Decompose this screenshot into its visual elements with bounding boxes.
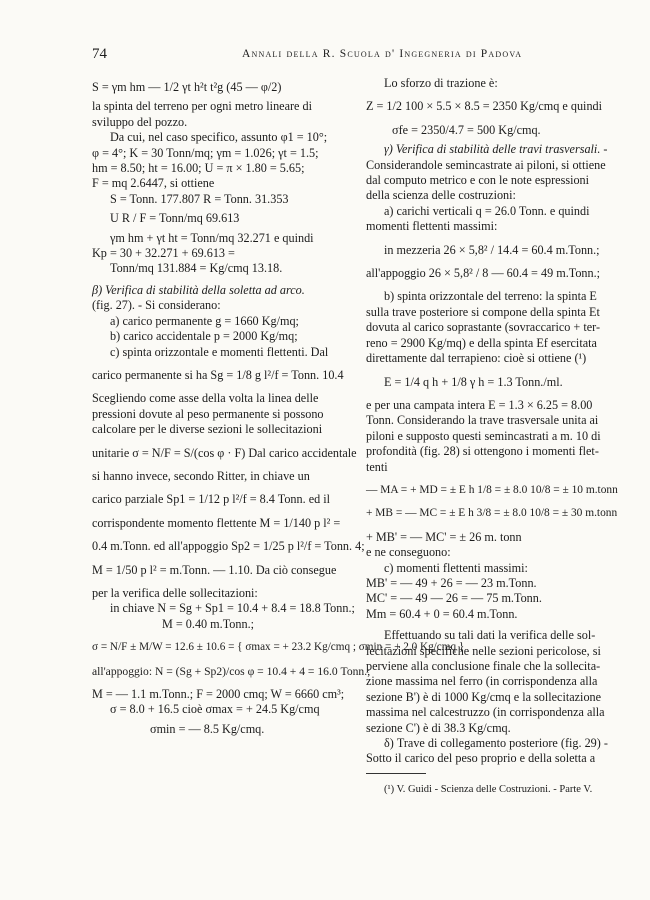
formula-sg: carico permanente si ha Sg = 1/8 g l²/f = Tonn. 10.4 xyxy=(92,367,344,382)
text-line: direttamente dal terrapieno: cioè si ottiene (¹) xyxy=(366,351,587,366)
text-line: tenti xyxy=(366,459,388,474)
text-line: Tonn/mq 131.884 = Kg/cmq 13.18. xyxy=(110,261,283,276)
formula-appoggio: all'appoggio 26 × 5,8² / 8 — 60.4 = 49 m.Tonn.; xyxy=(366,266,601,281)
formula-m: M = 1/50 p l² = m.Tonn. — 1.10. Da ciò consegue xyxy=(92,562,337,577)
formula-mb: + MB = — MC = ± E h 3/8 = ± 8.0 10/8 = ± 30 m.tonn xyxy=(366,507,618,520)
formula-mb-prime: + MB' = — MC' = ± 26 m. tonn xyxy=(366,529,522,544)
text-line: della scienza delle costruzioni: xyxy=(366,188,516,203)
text-line: hm = 8.50; ht = 16.00; U = π × 1.80 = 5.65; xyxy=(92,161,305,176)
footnote: (¹) V. Guidi - Scienza delle Costruzioni. - Parte V. xyxy=(384,783,593,795)
formula-sp1: carico parziale Sp1 = 1/12 p l²/f = 8.4 Tonn. ed il xyxy=(92,492,331,507)
result-line: S = Tonn. 177.807 R = Tonn. 31.353 xyxy=(110,191,289,206)
text-line: per la verifica delle sollecitazioni: xyxy=(92,585,258,600)
formula-m-chiave: M = 0.40 m.Tonn.; xyxy=(162,616,255,631)
formula-spinta: S = γm hm — 1/2 γt h²t t²g (45 — φ/2) xyxy=(92,80,282,94)
result-line: MB' = — 49 + 26 = — 23 m.Tonn. xyxy=(366,575,537,590)
text-line: sulla trave posteriore si compone della spinta Et xyxy=(366,304,600,319)
text-line: piloni e supposto questi semincastrati a m. 10 di xyxy=(366,428,601,443)
text-line: sezione B') è di 1000 Kg/cmq e la sollecitazione xyxy=(366,689,602,704)
formula-n-appoggio: all'appoggio: N = (Sg + Sp2)/cos φ = 10.4 + 4 = 16.0 Tonn.; xyxy=(92,664,371,678)
formula-moment: corrispondente momento flettente M = 1/140 p l² = xyxy=(92,515,341,530)
formula-n-chiave: in chiave N = Sg + Sp1 = 10.4 + 8.4 = 18.8 Tonn.; xyxy=(110,601,355,616)
text-line: perviene alla conclusione finale che la sollecita- xyxy=(366,659,601,673)
text-line: Tonn. Considerando la trave trasversale unita ai xyxy=(366,413,599,428)
text-line: profondità (fig. 28) si ottengono i momenti flet- xyxy=(366,444,599,459)
result-line: Mm = 60.4 + 0 = 60.4 m.Tonn. xyxy=(366,606,518,621)
text-line: Da cui, nel caso specifico, assunto φ1 = 10°; xyxy=(110,130,328,145)
formula-sigma-max: σ = 8.0 + 16.5 cioè σmax = + 24.5 Kg/cmq xyxy=(110,702,320,717)
formula-sigma-chiave: σ = N/F ± M/W = 12.6 ± 10.6 = { σmax = + 23.2 Kg/cmq ; σmin = + 2.0 Kg/cmq } xyxy=(92,641,465,654)
section-heading-beta: β) Verifica di stabilità della soletta ad arco. xyxy=(92,282,305,297)
formula-sigma-fe: σfe = 2350/4.7 = 500 Kg/cmq. xyxy=(392,122,541,137)
text-line: Lo sforzo di trazione è: xyxy=(384,76,498,90)
formula-m-appoggio: M = — 1.1 m.Tonn.; F = 2000 cmq; W = 6660 cm³; xyxy=(92,687,345,701)
text-line: sezione C') è di 38.3 Kg/cmq. xyxy=(366,720,511,735)
text-line: calcolare per le diverse sezioni le sollecitazioni xyxy=(92,422,323,437)
right-column xyxy=(366,76,616,797)
formula-sigma: unitarie σ = N/F = S/(cos φ · F) Dal carico accidentale xyxy=(92,445,357,460)
result-line: MC' = — 49 — 26 = — 75 m.Tonn. xyxy=(366,591,542,606)
text-line: Effettuando su tali dati la verifica delle sol- xyxy=(384,628,596,643)
running-header xyxy=(92,46,590,66)
formula-mezzeria: in mezzeria 26 × 5,8² / 14.4 = 60.4 m.Tonn.; xyxy=(384,242,600,257)
text-line: dal computo metrico e con le note espressioni xyxy=(366,173,590,188)
formula-ur-over-f: U R / F = Tonn/mq 69.613 xyxy=(110,211,240,226)
text-line: massima nel calcestruzzo (in corrispondenza alla xyxy=(366,705,605,720)
footnote-rule xyxy=(366,773,426,774)
text-line: e per una campata intera E = 1.3 × 6.25 = 8.00 xyxy=(366,397,593,412)
text-line: si hanno invece, secondo Ritter, in chiave un xyxy=(92,468,310,483)
section-heading-delta: δ) Trave di collegamento posteriore (fig. 29) - xyxy=(384,736,608,751)
text-line: (fig. 27). - Si considerano: xyxy=(92,298,221,313)
list-item: b) carico accidentale p = 2000 Kg/mq; xyxy=(110,329,298,344)
running-title: Annali della R. Scuola d' Ingegneria di Padova xyxy=(242,48,523,60)
list-item: a) carichi verticali q = 26.0 Tonn. e quindi xyxy=(384,203,590,218)
text-line: dovuta al carico soprastante (sovraccarico + ter- xyxy=(366,320,601,335)
list-item: a) carico permanente g = 1660 Kg/mq; xyxy=(110,313,299,328)
text-line: zione massima nel ferro (in corrispondenza alla xyxy=(366,674,598,689)
formula-sigma-min: σmin = — 8.5 Kg/cmq. xyxy=(150,721,265,736)
formula-sp2: 0.4 m.Tonn. ed all'appoggio Sp2 = 1/25 p l²/f = Tonn. 4; xyxy=(92,539,365,554)
text-line: momenti flettenti massimi: xyxy=(366,219,498,234)
text-line: e ne conseguono: xyxy=(366,545,451,560)
text-line: pressioni dovute al peso permanente si possono xyxy=(92,406,324,421)
text-line: la spinta del terreno per ogni metro lineare di xyxy=(92,99,312,114)
list-item: c) momenti flettenti massimi: xyxy=(384,560,528,575)
text-line: Considerandole semincastrate ai piloni, si ottiene xyxy=(366,157,606,172)
section-heading-gamma: γ) Verifica di stabilità delle travi trasversali. - xyxy=(384,142,608,157)
text-line: φ = 4°; K = 30 Tonn/mq; γm = 1.026; γt = 1.5; xyxy=(92,145,319,160)
text-line: F = mq 2.6447, si ottiene xyxy=(92,176,215,191)
text-line: γm hm + γt ht = Tonn/mq 32.271 e quindi xyxy=(110,230,314,245)
text-line: Sotto il carico del peso proprio e della soletta a xyxy=(366,751,596,766)
text-line: reno = 2900 Kg/mq) e della spinta Ef esercitata xyxy=(366,335,597,350)
text-line: Kp = 30 + 32.271 + 69.613 = xyxy=(92,246,235,261)
text-line: Scegliendo come asse della volta la linea delle xyxy=(92,391,319,406)
text-line: sviluppo del pozzo. xyxy=(92,114,188,129)
list-item: b) spinta orizzontale del terreno: la spinta E xyxy=(384,289,597,304)
page-number: 74 xyxy=(92,46,107,62)
formula-e: E = 1/4 q h + 1/8 γ h = 1.3 Tonn./ml. xyxy=(384,374,563,389)
formula-ma: — MA = + MD = ± E h 1/8 = ± 8.0 10/8 = ± 10 m.tonn xyxy=(366,483,618,496)
text-line: lecitazioni specifiche nelle sezioni pericolose, si xyxy=(366,643,601,658)
formula-z: Z = 1/2 100 × 5.5 × 8.5 = 2350 Kg/cmq e quindi xyxy=(366,99,603,114)
list-item: c) spinta orizzontale e momenti flettenti. Dal xyxy=(110,344,329,359)
